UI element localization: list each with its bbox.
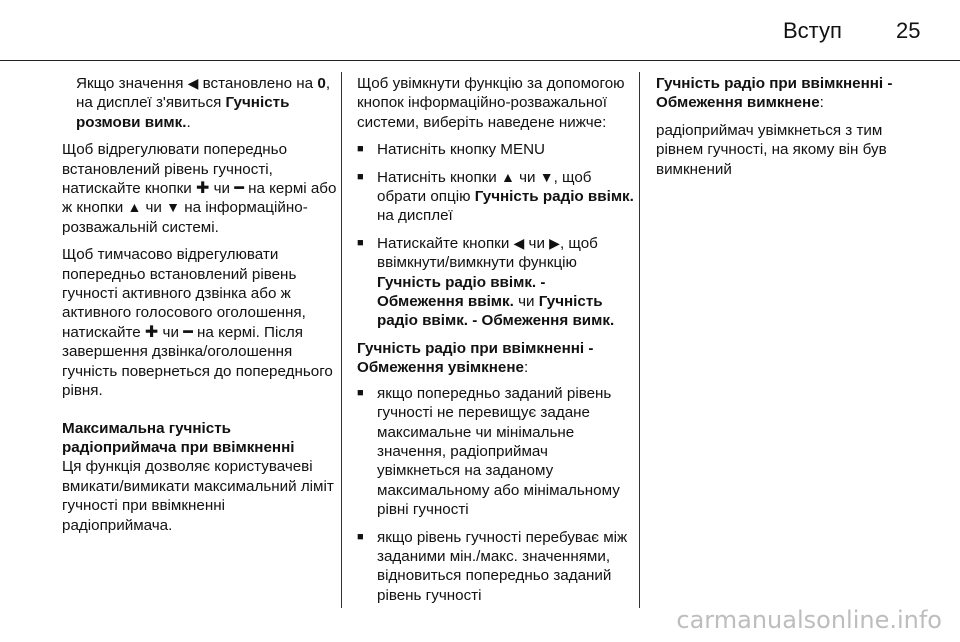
- down-arrow-icon: ▼: [166, 199, 180, 216]
- down-arrow-icon: ▼: [539, 168, 554, 185]
- left-arrow-icon: ◀: [187, 75, 199, 91]
- column-divider: [341, 72, 342, 608]
- column-3: [656, 74, 918, 187]
- column-2: [357, 74, 635, 613]
- paragraph-limit-off: радіоприймач увімкнеться з тим рівнем гучності, на якому він був вимкнений: [656, 121, 887, 178]
- minus-icon: ━: [183, 323, 193, 341]
- bullet-press-menu: ■ Натисніть кнопку MENU: [357, 140, 635, 159]
- paragraph-temporary-volume: Щоб тимчасово відрегулювати попередньо встановлений рівень гучності активного дзвінка або ж активного голосового оголошення, натискайте ✚ чи ━ на кермі. Після завершення дзвінка/оголошення гучність повернеться до попереднього рівня.: [62, 246, 333, 400]
- paragraph-max-volume: Ця функція дозволяє користувачеві вмикати/вимикати максимальний ліміт гучності при ввімкненні радіоприймача.: [62, 458, 334, 534]
- plus-icon: ✚: [144, 323, 159, 341]
- paragraph-adjust-volume: Щоб відрегулювати попередньо встановлений рівень гучності, натискайте кнопки ✚ чи ━ на кермі або ж кнопки ▲ чи ▼ на інформаційно-розважальній системі.: [62, 141, 337, 236]
- section-title: Вступ: [783, 18, 842, 43]
- paragraph-intro: Щоб увімкнути функцію за допомогою кнопок інформаційно-розважальної системи, виберіть наведене нижче:: [357, 75, 625, 131]
- up-arrow-icon: ▲: [501, 168, 515, 185]
- left-arrow-icon: ◀: [513, 234, 525, 251]
- plus-icon: ✚: [195, 180, 210, 198]
- page-header: [0, 0, 960, 62]
- watermark: carmanualsonline.info: [676, 606, 942, 634]
- paragraph-volume-zero: Якщо значення ◀ встановлено на 0, на дисплеї з'явиться Гучність розмови вимк..: [76, 75, 331, 131]
- column-1: [62, 74, 338, 543]
- up-arrow-icon: ▲: [127, 199, 142, 216]
- bullet-limit-within: ■ якщо рівень гучності перебуває між заданими мін./макс. значеннями, відновиться попередньо заданий рівень гучності: [357, 528, 635, 606]
- heading-limit-off: Гучність радіо при ввімкненні - Обмеження вимкнене:: [656, 75, 893, 112]
- heading-limit-on: Гучність радіо при ввімкненні - Обмеження увімкнене:: [357, 339, 594, 377]
- bullet-select-option: ■ Натисніть кнопки ▲ чи ▼, щоб обрати опцію Гучність радіо ввімк. на дисплеї: [357, 168, 635, 226]
- heading-max-volume: Максимальна гучність радіоприймача при ввімкненні: [62, 419, 295, 456]
- bullet-toggle-function: ■ Натискайте кнопки ◀ чи ▶, щоб ввімкнути/вимкнути функцію Гучність радіо ввімк. - Обмеження ввімк. чи Гучність радіо ввімк. - Обмеження вимк.: [357, 234, 635, 331]
- bullet-limit-exceeded: ■ якщо попередньо заданий рівень гучності не перевищує задане максимальне чи мінімальне значення, радіоприймач увімкнеться на заданому максимальному або мінімальному рівні гучності: [357, 384, 635, 520]
- right-arrow-icon: ▶: [549, 234, 560, 251]
- header-rule: [0, 60, 960, 61]
- menu-button-label: MENU: [500, 141, 546, 159]
- minus-icon: ━: [234, 180, 244, 198]
- page-number: 25: [896, 18, 921, 43]
- column-divider: [639, 72, 640, 608]
